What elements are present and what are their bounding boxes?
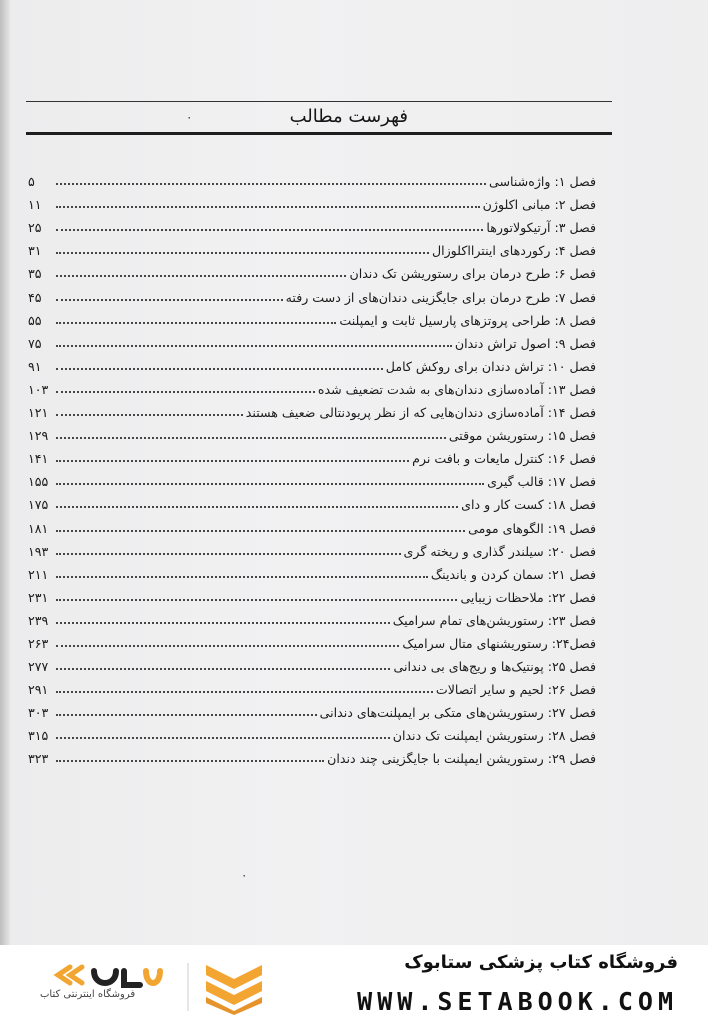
toc-entry-label: فصل ۱۳: آماده‌سازی دندان‌های به شدت تضعیف شده	[317, 381, 596, 397]
toc-page-number: ۲۶۳	[28, 635, 49, 651]
toc-dot-leader	[56, 506, 458, 508]
toc-entry-label: فصل ۱۷: قالب گیری	[487, 474, 596, 490]
toc-entry-label: فصل ۲۵: پونتیک‌ها و ریج‌های بی دندانی	[393, 659, 596, 675]
toc-row	[28, 512, 596, 535]
toc-dot-leader	[56, 760, 324, 762]
toc-entry-label: فصل ۲۸: رستوریشن ایمپلنت تک دندان	[392, 728, 596, 744]
header-rule-thin	[26, 101, 612, 102]
toc-page-number: ۲۱۱	[28, 566, 49, 582]
chevron-emblem-icon	[206, 965, 262, 1015]
toc-row	[28, 281, 596, 304]
toc-page-number: ۲۳۱	[28, 589, 49, 605]
toc-entry-label: فصل ۳: آرتیکولاتورها	[486, 220, 596, 236]
print-speck: ٠	[186, 110, 193, 124]
toc-page-number: ۹۱	[28, 358, 42, 374]
toc-dot-leader	[56, 345, 452, 347]
toc-page-number: ۳۱۵	[28, 728, 49, 744]
toc-dot-leader	[56, 737, 390, 739]
toc-page-number: ۱۵۵	[28, 474, 49, 490]
toc-row	[28, 420, 596, 443]
toc-row	[28, 397, 596, 420]
toc-dot-leader	[56, 252, 429, 254]
toc-entry-label: فصل ۲۷: رستوریشن‌های متکی بر ایمپلنت‌های دندانی	[319, 705, 596, 721]
toc-entry-label: فصل ۷: طرح درمان برای جایگزینی دندان‌های از دست رفته	[285, 289, 596, 305]
toc-page-number: ۳۲۳	[28, 751, 49, 767]
toc-entry-label: فصل ۲۰: سیلندر گذاری و ریخته گری	[403, 543, 596, 559]
store-name: فروشگاه کتاب پزشکی ستابوک	[404, 952, 678, 973]
page-title: فهرست مطالب	[289, 106, 408, 127]
toc-page-number: ۱۷۵	[28, 497, 49, 513]
toc-dot-leader	[56, 622, 390, 624]
toc-dot-leader	[56, 576, 428, 578]
toc-row	[28, 258, 596, 281]
table-of-contents	[28, 166, 596, 766]
toc-page-number: ۱۰۳	[28, 381, 49, 397]
toc-page-number: ۳۰۳	[28, 705, 49, 721]
toc-dot-leader	[56, 299, 283, 301]
toc-page-number: ۲۹۱	[28, 682, 49, 698]
toc-entry-label: فصل ۱۸: کست کار و دای	[461, 497, 596, 513]
toc-dot-leader	[56, 691, 433, 693]
toc-entry-label: فصل ۱: واژه‌شناسی	[489, 174, 596, 190]
toc-dot-leader	[56, 599, 457, 601]
toc-page-number: ۲۷۷	[28, 659, 49, 675]
toc-page-number: ۵۵	[28, 312, 42, 328]
toc-dot-leader	[56, 437, 446, 439]
store-banner	[0, 945, 708, 1024]
toc-dot-leader	[56, 645, 399, 647]
toc-page-number: ۱۲۹	[28, 428, 49, 444]
print-speck: ٠	[241, 868, 248, 882]
toc-entry-label: فصل ۲۹: رستوریشن ایمپلنت با جایگزینی چند دندان	[327, 751, 596, 767]
toc-dot-leader	[56, 275, 346, 277]
page-binding-edge	[0, 0, 10, 945]
toc-row	[28, 189, 596, 212]
toc-page-number: ۱۲۱	[28, 405, 49, 421]
toc-row	[28, 466, 596, 489]
toc-row	[28, 536, 596, 559]
toc-entry-label: فصل ۸: طراحی پروتزهای پارسیل ثابت و ایمپلنت	[339, 312, 596, 328]
toc-dot-leader	[56, 668, 390, 670]
store-url[interactable]: WWW.SETABOOK.COM	[357, 987, 678, 1016]
toc-entry-label: فصل ۴: رکوردهای اینترااکلوزال	[431, 243, 596, 259]
toc-dot-leader	[56, 714, 317, 716]
toc-entry-label: فصل۲۴: رستوریشنهای متال سرامیک	[402, 635, 596, 651]
toc-dot-leader	[56, 553, 401, 555]
toc-dot-leader	[56, 483, 484, 485]
toc-page-number: ۳۵	[28, 266, 42, 282]
toc-dot-leader	[56, 391, 315, 393]
toc-row	[28, 305, 596, 328]
toc-entry-label: فصل ۲: مبانی اکلوژن	[482, 197, 596, 213]
toc-page-number: ۱۴۱	[28, 451, 49, 467]
setabook-logo[interactable]	[28, 957, 278, 1015]
toc-row	[28, 351, 596, 374]
toc-dot-leader	[56, 322, 336, 324]
toc-row	[28, 628, 596, 651]
toc-row	[28, 328, 596, 351]
toc-row	[28, 212, 596, 235]
toc-page-number: ۲۳۹	[28, 612, 49, 628]
toc-row	[28, 559, 596, 582]
toc-page-number: ۱۸۱	[28, 520, 49, 536]
toc-row	[28, 489, 596, 512]
toc-entry-label: فصل ۱۴: آماده‌سازی دندان‌هایی که از نظر پریودنتالی ضعیف هستند	[245, 405, 596, 421]
toc-dot-leader	[56, 414, 243, 416]
toc-row	[28, 605, 596, 628]
toc-row	[28, 743, 596, 766]
logo-tagline: فروشگاه اینترنتی کتاب	[40, 989, 136, 1000]
toc-dot-leader	[56, 368, 383, 370]
toc-entry-label: فصل ۱۹: الگوهای مومی	[468, 520, 596, 536]
toc-row	[28, 651, 596, 674]
toc-entry-label: فصل ۱۶: کنترل مایعات و بافت نرم	[412, 451, 596, 467]
toc-row	[28, 697, 596, 720]
toc-row	[28, 374, 596, 397]
toc-page-number: ۱۱	[28, 197, 42, 213]
toc-page-number: ۴۵	[28, 289, 42, 305]
toc-page-number: ۲۵	[28, 220, 42, 236]
toc-entry-label: فصل ۲۶: لحیم و سایر اتصالات	[435, 682, 596, 698]
toc-dot-leader	[56, 206, 480, 208]
toc-dot-leader	[56, 460, 409, 462]
toc-row	[28, 235, 596, 258]
toc-entry-label: فصل ۶: طرح درمان برای رستوریشن تک دندان	[349, 266, 596, 282]
toc-entry-label: فصل ۲۳: رستوریشن‌های تمام سرامیک	[392, 612, 596, 628]
header-rule-thick	[26, 132, 612, 135]
toc-dot-leader	[56, 229, 483, 231]
toc-row	[28, 443, 596, 466]
toc-page-number: ۳۱	[28, 243, 42, 259]
toc-entry-label: فصل ۲۲: ملاحظات زیبایی	[460, 589, 596, 605]
toc-entry-label: فصل ۱۰: تراش دندان برای روکش کامل	[385, 358, 596, 374]
toc-page-number: ۵	[28, 174, 35, 190]
toc-dot-leader	[56, 530, 465, 532]
toc-row	[28, 674, 596, 697]
toc-page-number: ۱۹۳	[28, 543, 49, 559]
toc-dot-leader	[56, 183, 486, 185]
toc-page-number: ۷۵	[28, 335, 42, 351]
wordmark-icon	[58, 967, 160, 985]
toc-entry-label: فصل ۹: اصول تراش دندان	[454, 335, 596, 351]
toc-row	[28, 166, 596, 189]
toc-row	[28, 720, 596, 743]
toc-row	[28, 582, 596, 605]
toc-entry-label: فصل ۱۵: رستوریشن موقتی	[448, 428, 596, 444]
toc-entry-label: فصل ۲۱: سمان کردن و باندینگ	[430, 566, 596, 582]
